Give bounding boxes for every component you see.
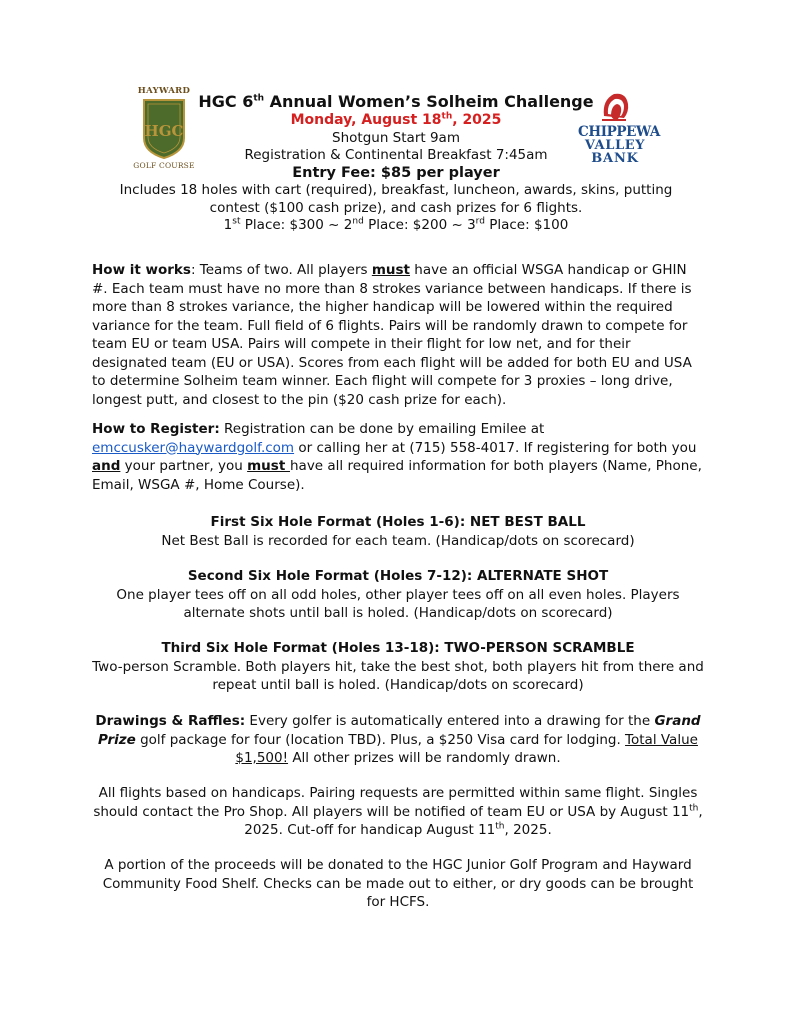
place-prizes: 1st Place: $300 ~ 2nd Place: $200 ~ 3rd Place: $100 <box>223 216 569 233</box>
registration-time: Registration & Continental Breakfast 7:45am <box>244 147 548 163</box>
registration-email-link[interactable]: emccusker@haywardgolf.com <box>92 439 295 456</box>
shotgun-start: Shotgun Start 9am <box>332 129 460 146</box>
format-1-title: First Six Hole Format (Holes 1-6): NET BEST BALL <box>210 514 586 530</box>
logo-hgc-bottom-text: GOLF COURSE <box>133 161 195 170</box>
drawings-label: Drawings & Raffles: <box>95 713 246 729</box>
total-value: Total Value $1,500! <box>235 731 698 766</box>
bank-name-line1: CHIPPEWA <box>578 124 660 140</box>
bank-name-line2: VALLEY <box>584 138 646 153</box>
logo-hgc-top-text: HAYWARD <box>137 86 191 96</box>
how-it-works-section: How it works: Teams of two. All players must have an official WSGA handicap or GHIN #. Each team must have no more than 8 strokes variance between handicaps. If there is more than 8 strokes variance, the higher handicap will be lowered within the required variance for the team. Full field of 6 flights. Pairs will be randomly drawn to compete for team EU or team USA. Pairs will compete in their flight for low net, and for their designated team (EU or USA). Scores from each flight will be added for both EU and USA to determine Solheim team winner. Each flight will compete for 3 proxies – long drive, longest putt, and closest to the pin ($20 cash prize for each). <box>92 262 692 408</box>
format-1-body: Net Best Ball is recorded for each team. (Handicap/dots on scorecard) <box>161 532 635 549</box>
format-3-section <box>92 639 704 695</box>
bank-name-line3: BANK <box>591 151 639 166</box>
event-header <box>100 92 692 235</box>
entry-fee: Entry Fee: $85 per player <box>292 164 500 181</box>
format-2-title: Second Six Hole Format (Holes 7-12): ALTERNATE SHOT <box>187 568 609 584</box>
format-3-body: Two-person Scramble. Both players hit, take the best shot, both players hit from there and repeat until ball is holed. (Handicap/dots on scorecard) <box>92 658 704 693</box>
proceeds-section: A portion of the proceeds will be donated to the HGC Junior Golf Program and Hayward Community Food Shelf. Checks can be made out to either, or dry goods can be brought for HCFS. <box>102 857 694 910</box>
must-emphasis: must <box>371 262 411 278</box>
flights-section: All flights based on handicaps. Pairing requests are permitted within same flight. Singles should contact the Pro Shop. All players will be notified of team EU or USA by August 11th, 2025. Cut-off for handicap August 11th, 2025. <box>93 785 703 838</box>
how-it-works-label: How it works <box>92 262 191 278</box>
how-to-register-section: How to Register: Registration can be done by emailing Emilee at emccusker@haywardgolf.com or calling her at (715) 558-4017. If registering for both you and your partner, you must have all required information for both players (Name, Phone, Email, WSGA #, Home Course). <box>92 421 702 493</box>
how-to-register-label: How to Register: <box>92 421 220 437</box>
drawings-raffles-section: Drawings & Raffles: Every golfer is automatically entered into a drawing for the Grand Prize golf package for four (location TBD). Plus, a $250 Visa card for lodging. Total Value $1,500! All other prizes will be randomly drawn. <box>95 713 701 766</box>
logo-hgc-mono: HGC <box>144 122 184 140</box>
format-1-section <box>92 513 704 550</box>
event-date: Monday, August 18th, 2025 <box>290 111 502 128</box>
format-2-section <box>92 567 704 623</box>
event-title: HGC 6th Annual Women’s Solheim Challenge <box>198 92 594 111</box>
includes-text: Includes 18 holes with cart (required), breakfast, luncheon, awards, skins, putting contest ($100 cash prize), and cash prizes for 6 flights. <box>119 182 673 216</box>
format-2-body: One player tees off on all odd holes, other player tees off on all even holes. Players alternate shots until ball is holed. (Handicap/dots on scorecard) <box>116 586 680 621</box>
format-3-title: Third Six Hole Format (Holes 13-18): TWO-PERSON SCRAMBLE <box>161 640 635 656</box>
